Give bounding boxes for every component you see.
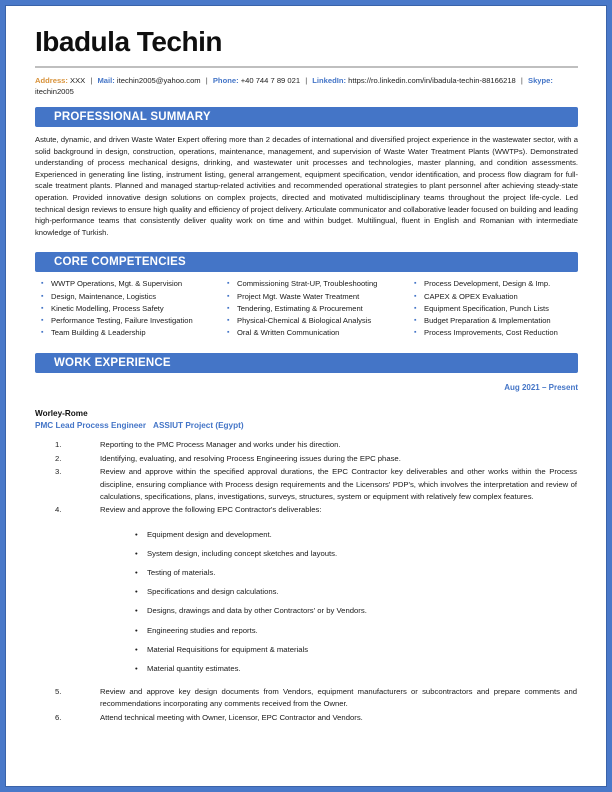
dot-bullet-icon: • xyxy=(135,548,138,558)
deliverable-text: Material Requisitions for equipment & materials xyxy=(147,644,309,654)
job-title: PMC Lead Process Engineer xyxy=(35,421,147,431)
competency-label: Project Mgt. Waste Water Treatment xyxy=(237,291,360,301)
competencies-columns xyxy=(35,280,578,341)
deliverable-text: System design, including concept sketches and layouts. xyxy=(147,548,338,558)
square-bullet-icon: ▪ xyxy=(41,316,44,324)
employment-date-range: Aug 2021 – Present xyxy=(504,383,578,393)
mail-label: Mail: xyxy=(97,76,115,85)
competencies-column-1 xyxy=(35,280,227,341)
skype-value: itechin2005 xyxy=(35,87,74,96)
competency-label: Performance Testing, Failure Investigation xyxy=(51,315,193,325)
deliverable-text: Designs, drawings and data by other Contractors' or by Vendors. xyxy=(147,606,367,616)
dot-bullet-icon: • xyxy=(135,664,138,674)
address-value: XXX xyxy=(70,76,86,85)
competency-item xyxy=(41,293,227,301)
dot-bullet-icon: • xyxy=(135,587,138,597)
square-bullet-icon: ▪ xyxy=(414,316,417,324)
contact-separator: | xyxy=(305,76,308,85)
contact-separator: | xyxy=(520,76,523,85)
item-text: Review and approve key design documents from Vendors, equipment manufacturers or subcontractors and prepare comments and recommendations incorporating any comments received from the Owner. xyxy=(100,687,577,709)
responsibility-item xyxy=(35,439,578,451)
competency-label: Process Improvements, Cost Reduction xyxy=(424,328,558,338)
competency-item xyxy=(414,293,578,301)
responsibility-item xyxy=(35,504,578,516)
item-text: Reporting to the PMC Process Manager and works under his direction. xyxy=(100,440,341,450)
skype-label: Skype: xyxy=(528,76,553,85)
square-bullet-icon: ▪ xyxy=(414,280,417,288)
dot-bullet-icon: • xyxy=(135,625,138,635)
deliverable-item xyxy=(135,605,578,617)
competencies-column-3 xyxy=(414,280,578,341)
item-text: Review and approve within the specified approval durations, the EPC Contractor key deliverables and other works within the Process discipline, ensuring compliance with Process design requirements and the Licensors' PDP's, which involves the interpretation and review of calculations, specifications, plans, investigations, surveys, structures, system or equipment with relatively few complex features. xyxy=(100,467,577,501)
deliverable-text: Material quantity estimates. xyxy=(147,664,241,674)
deliverable-text: Engineering studies and reports. xyxy=(147,625,258,635)
competency-item xyxy=(414,280,578,288)
competency-label: Kinetic Modelling, Process Safety xyxy=(51,303,164,313)
section-header-professional-summary: PROFESSIONAL SUMMARY xyxy=(35,107,578,127)
resume-page xyxy=(35,0,578,724)
square-bullet-icon: ▪ xyxy=(41,292,44,300)
section-header-work-experience: WORK EXPERIENCE xyxy=(35,353,578,373)
phone-label: Phone: xyxy=(212,76,239,85)
competency-item xyxy=(41,317,227,325)
item-number: 2. xyxy=(55,453,62,463)
competency-item xyxy=(227,280,414,288)
responsibility-item xyxy=(35,712,578,724)
deliverable-item xyxy=(135,663,578,675)
deliverable-text: Specifications and design calculations. xyxy=(147,587,279,597)
deliverable-item xyxy=(135,586,578,598)
deliverable-item xyxy=(135,529,578,541)
responsibility-item xyxy=(35,453,578,465)
deliverable-item xyxy=(135,548,578,560)
competency-label: Tendering, Estimating & Procurement xyxy=(237,303,363,313)
competency-label: Design, Maintenance, Logistics xyxy=(51,291,157,301)
deliverable-item xyxy=(135,567,578,579)
section-header-core-competencies: CORE COMPETENCIES xyxy=(35,252,578,272)
contact-line xyxy=(35,75,578,97)
address-label: Address: xyxy=(35,76,68,85)
item-text: Attend technical meeting with Owner, Licensor, EPC Contractor and Vendors. xyxy=(100,712,363,722)
dot-bullet-icon: • xyxy=(135,529,138,539)
mail-value: itechin2005@yahoo.com xyxy=(116,76,201,85)
deliverables-list xyxy=(135,529,578,675)
competency-label: CAPEX & OPEX Evaluation xyxy=(424,291,518,301)
item-text: Review and approve the following EPC Contractor's deliverables: xyxy=(100,505,322,515)
dot-bullet-icon: • xyxy=(135,606,138,616)
square-bullet-icon: ▪ xyxy=(227,329,230,337)
competency-item xyxy=(227,305,414,313)
competency-item xyxy=(414,305,578,313)
item-number: 4. xyxy=(55,505,62,515)
candidate-name: Ibadula Techin xyxy=(35,26,222,57)
responsibility-item xyxy=(35,466,578,503)
deliverable-item xyxy=(135,644,578,656)
deliverable-item xyxy=(135,625,578,637)
square-bullet-icon: ▪ xyxy=(414,292,417,300)
dot-bullet-icon: • xyxy=(135,644,138,654)
item-text: Identifying, evaluating, and resolving Process Engineering issues during the EPC phase. xyxy=(100,453,401,463)
linkedin-value: https://ro.linkedin.com/in/ibadula-techin-88166218 xyxy=(348,76,516,85)
square-bullet-icon: ▪ xyxy=(227,316,230,324)
item-number: 6. xyxy=(55,712,62,722)
header-divider xyxy=(35,66,578,68)
item-number: 5. xyxy=(55,687,62,697)
job-title-line xyxy=(35,421,578,430)
project-name: ASSIUT Project (Egypt) xyxy=(153,421,244,431)
competency-label: Team Building & Leadership xyxy=(51,328,146,338)
phone-value: +40 744 7 89 021 xyxy=(240,76,301,85)
item-number: 3. xyxy=(55,467,62,477)
competency-item xyxy=(227,293,414,301)
contact-separator: | xyxy=(90,76,93,85)
competency-label: Oral & Written Communication xyxy=(237,328,340,338)
competency-item xyxy=(227,317,414,325)
dot-bullet-icon: • xyxy=(135,568,138,578)
deliverable-text: Testing of materials. xyxy=(147,568,216,578)
competency-label: Commissioning Strat-UP, Troubleshooting xyxy=(237,279,378,289)
square-bullet-icon: ▪ xyxy=(41,280,44,288)
linkedin-label: LinkedIn: xyxy=(312,76,347,85)
competency-label: Process Development, Design & Imp. xyxy=(424,279,551,289)
deliverable-text: Equipment design and development. xyxy=(147,529,272,539)
contact-separator: | xyxy=(205,76,208,85)
competencies-column-2 xyxy=(227,280,414,341)
square-bullet-icon: ▪ xyxy=(41,304,44,312)
professional-summary-text: Astute, dynamic, and driven Waste Water Expert offering more than 2 decades of international and diversified project experience in the wastewater sector, with a solid background in design, construction, operations, maintenance, management, and supervision of Waste Water Treatment Plants (WWTPs). Demonstrated understanding of process mechanical designs, drinking, and wastewater unit processes and technologies, master planning, and condition assessments. Experienced in generating line listing, instrument listing, general arrangement, equipment specification, vendor identification, and process flow diagram for full-scale treatment plants. Planned and managed startup-related activities and recommended operational strategies to plant personnel after achieving steady-state operation. Provided innovative design solutions on complex projects, directed and motivated multidisciplinary teams throughout the project life-cycle. Led technical design reviews to ensure high quality and efficiency of project delivery. Articulate communicator and collaborative leader focused on building and leading high-performance teams that consistently deliver quality work on time and within budget. Multilingual, fluent in English and Romanian with intermediate knowledge of Turkish. xyxy=(35,135,578,237)
square-bullet-icon: ▪ xyxy=(227,304,230,312)
employer-name: Worley-Rome xyxy=(35,409,88,419)
competency-label: Equipment Specification, Punch Lists xyxy=(424,303,549,313)
square-bullet-icon: ▪ xyxy=(414,304,417,312)
square-bullet-icon: ▪ xyxy=(41,329,44,337)
competency-item xyxy=(414,329,578,337)
competency-item xyxy=(414,317,578,325)
square-bullet-icon: ▪ xyxy=(414,329,417,337)
competency-label: Budget Preparation & Implementation xyxy=(424,315,551,325)
square-bullet-icon: ▪ xyxy=(227,280,230,288)
competency-label: Physical-Chemical & Biological Analysis xyxy=(237,315,372,325)
square-bullet-icon: ▪ xyxy=(227,292,230,300)
item-number: 1. xyxy=(55,440,62,450)
responsibilities-list xyxy=(35,439,578,724)
competency-label: WWTP Operations, Mgt. & Supervision xyxy=(51,279,183,289)
competency-item xyxy=(41,305,227,313)
competency-item xyxy=(41,280,227,288)
competency-item xyxy=(227,329,414,337)
responsibility-item xyxy=(35,686,578,711)
competency-item xyxy=(41,329,227,337)
